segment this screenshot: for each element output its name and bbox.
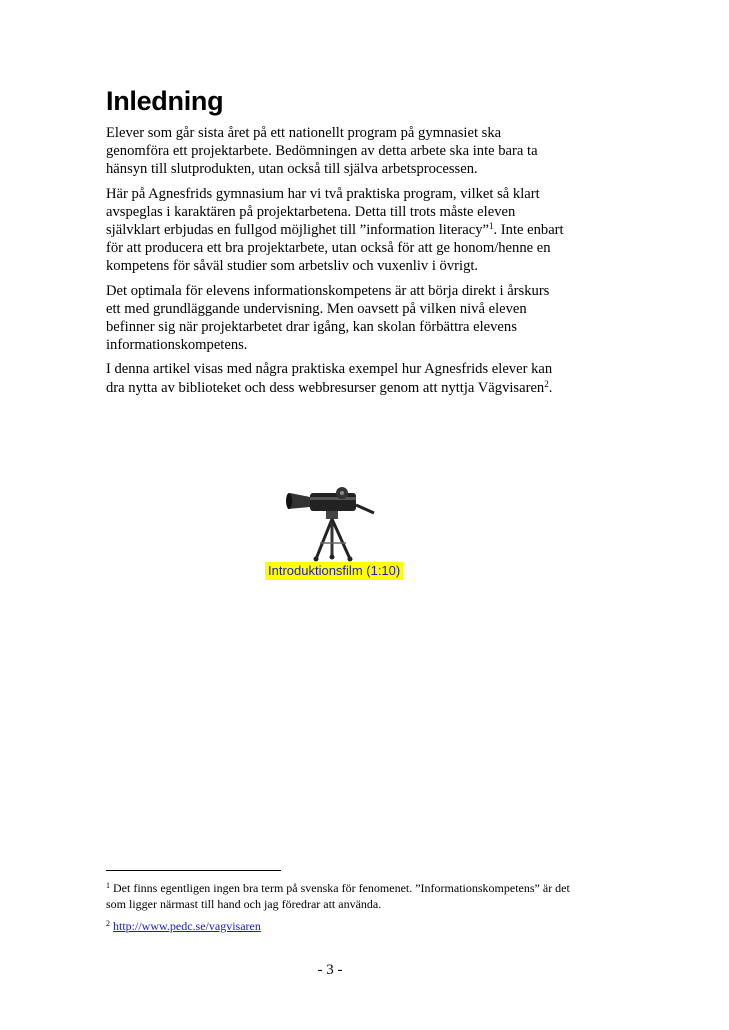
film-camera-icon[interactable] (280, 487, 380, 563)
footnote-1 (106, 880, 576, 912)
paragraph-2 (106, 185, 566, 276)
page-number: - 3 - (317, 962, 343, 978)
footnote-2-number: 2 (106, 919, 110, 928)
paragraph-2-text-b: . Inte enbart för att producera ett bra projektarbete, utan också för att ge honom/henne en kompetens för såväl studier som arbetsliv och vuxenliv i övrigt. (106, 222, 564, 275)
paragraph-4-text-b: . (548, 379, 553, 396)
footnote-ref-2: 2 (544, 378, 549, 389)
paragraph-4-text-a: I denna artikel visas med några praktiska exempel hur Agnesfrids elever kan dra nytta av biblioteket och dess webbresurser genom att nyttja Vägvisaren (106, 361, 553, 396)
paragraph-2-text-a: Här på Agnesfrids gymnasium har vi två praktiska program, vilket så klart avspeglas i karaktären på projektarbetena. Detta till trots måste eleven självklart erbjudas en fullgod möjlighet till ”information literacy” (106, 185, 540, 239)
footnote-1-number: 1 (106, 881, 110, 890)
footnote-divider (106, 870, 281, 871)
paragraph-4 (106, 360, 566, 396)
paragraph-3: Det optimala för elevens informationskompetens är att börja direkt i årskurs ett med grundläggande undervisning. Men oavsett på vilken nivå eleven befinner sig när projektarbetet drar igång, kan skolan förbättra elevens informationskompetens. (106, 282, 550, 354)
footnote-2 (106, 918, 576, 934)
footnote-1-text: Det finns egentligen ingen bra term på svenska för fenomenet. ”Informationskompetens” är det som ligger närmast till hand och jag föredrar att använda. (106, 881, 570, 911)
footnote-2-link[interactable]: http://www.pedc.se/vagvisaren (113, 919, 261, 933)
footnote-ref-1: 1 (488, 221, 494, 232)
body-text (106, 124, 566, 403)
video-link[interactable]: Introduktionsfilm (1:10) (265, 562, 403, 580)
paragraph-1: Elever som går sista året på ett nationellt program på gymnasiet ska genomföra ett projektarbete. Bedömningen av detta arbete ska inte bara ta hänsyn till slutprodukten, utan också till själva arbetsprocessen. (106, 125, 538, 178)
page-heading: Inledning (106, 86, 224, 116)
footnotes (106, 880, 576, 940)
